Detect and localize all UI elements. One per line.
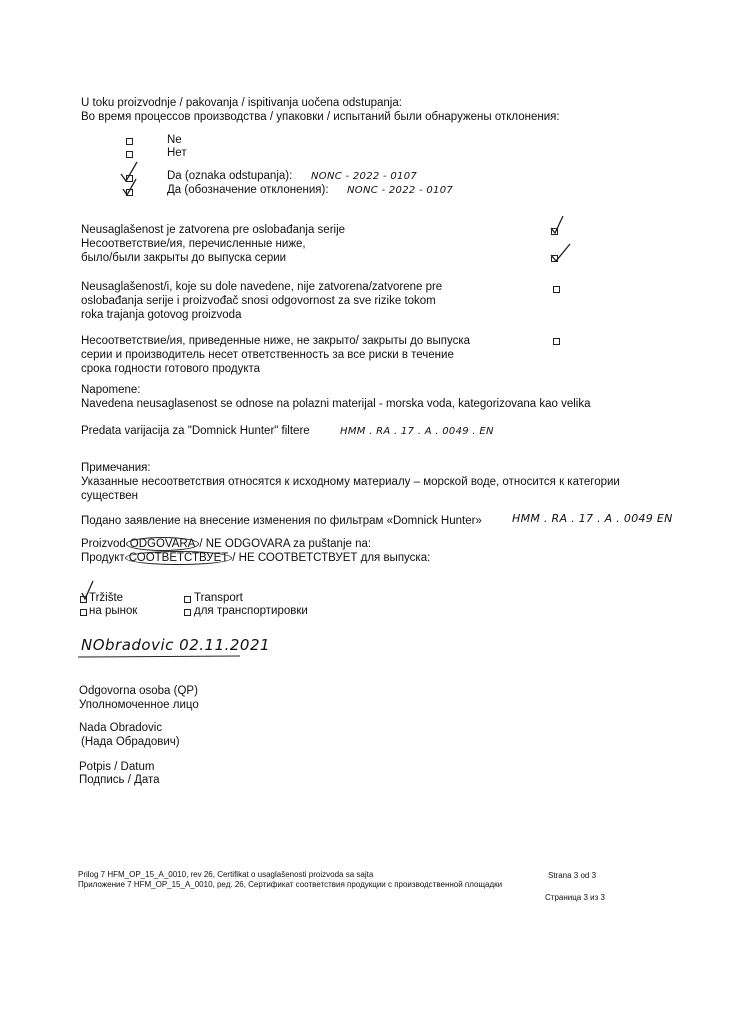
qp-title-ru: Уполномоченное лицо	[79, 699, 199, 711]
handwritten-signature: NObradovic 02.11.2021	[81, 636, 271, 654]
footer-line-sr: Prilog 7 HFM_OP_15_A_0010, rev 26, Certifikat o usaglašenosti proizvoda sa sajta	[78, 870, 374, 879]
closed-text-sr: Neusaglašenost je zatvorena pre oslobađanja serije	[81, 224, 346, 236]
closed-text-ru-2: было/были закрыты до выпуска серии	[81, 252, 287, 264]
notes-text-ru-2: существен	[81, 490, 138, 502]
deviation-code-ru: NONC - 2022 - 0107	[347, 185, 454, 196]
deviations-heading-ru: Во время процессов производства / упаковки / испытаний были обнаружены отклонения:	[81, 111, 560, 123]
transport-label-ru: для транспортировки	[194, 605, 308, 617]
open-text-ru-2: серии и производитель несет ответственность за все риски в течение	[81, 349, 454, 361]
closed-checkmark-ru-icon	[548, 242, 572, 264]
sign-date-label-sr: Potpis / Datum	[79, 761, 155, 773]
transport-checkbox-sr[interactable]	[184, 596, 191, 603]
market-checkbox-ru[interactable]	[80, 609, 87, 616]
variation-text-ru: Подано заявление на внесение изменения по фильтрам «Domnick Hunter»	[81, 515, 482, 527]
notes-label-sr: Napomene:	[81, 384, 141, 396]
qp-name-ru: (Нада Обрадович)	[81, 736, 180, 748]
market-label-ru: на рынок	[89, 605, 138, 617]
notes-text-ru-1: Указанные несоответствия относятся к исходному материалу – морской воде, относится к категории	[81, 476, 620, 488]
deviation-code-sr: NONC - 2022 - 0107	[311, 171, 418, 182]
release-prefix-ru: Продукт	[81, 552, 125, 564]
qp-title-sr: Odgovorna osoba (QP)	[79, 685, 198, 697]
open-text-ru-3: срока годности готового продукта	[81, 363, 261, 375]
open-checkbox-sr[interactable]	[553, 286, 560, 293]
open-text-sr-2: oslobađanja serije i proizvođač snosi odgovornost za sve rizike tokom	[81, 295, 436, 307]
open-checkbox-ru[interactable]	[553, 338, 560, 345]
footer-page-sr: Strana 3 od 3	[548, 871, 597, 880]
variation-text-sr: Predata varijacija za "Domnick Hunter" filtere	[81, 425, 310, 437]
open-text-sr-3: roka trajanja gotovog proizvoda	[81, 309, 242, 321]
footer-line-ru: Приложение 7 HFM_OP_15_A_0010, ред. 26, Сертификат соответствия продукции с производственной площадки	[78, 880, 503, 889]
variation-code-sr: HMM . RA . 17 . A . 0049 . EN	[340, 426, 494, 437]
signature-underline	[78, 655, 243, 659]
release-line-ru	[81, 551, 430, 565]
closed-text-ru-1: Несоответствие/ия, перечисленные ниже,	[81, 238, 306, 250]
deviations-heading-sr: U toku proizvodnje / pakovanja / ispitivanja uočena odstupanja:	[81, 97, 402, 109]
qp-name-sr: Nada Obradovic	[79, 722, 163, 734]
release-rest-ru: / НЕ СООТВЕТСТВУЕТ для выпуска:	[232, 552, 431, 564]
no-checkbox-ru[interactable]	[126, 151, 133, 158]
no-checkbox-sr[interactable]	[126, 138, 133, 145]
yes-label-sr: Da (oznaka odstupanja):	[167, 170, 293, 182]
release-prefix-sr: Proizvod	[81, 538, 126, 550]
release-rest-sr: / NE ODGOVARA za puštanje na:	[199, 538, 372, 550]
transport-label-sr: Transport	[194, 592, 243, 604]
release-line-sr	[81, 537, 371, 551]
transport-checkbox-ru[interactable]	[184, 609, 191, 616]
closed-checkmark-sr-icon	[548, 216, 568, 236]
open-text-ru-1: Несоответствие/ия, приведенные ниже, не закрыто/ закрыты до выпуска	[81, 335, 471, 347]
open-text-sr-1: Neusaglašenost/i, koje su dole navedene, nije zatvorena/zatvorene pre	[81, 281, 443, 293]
yes-label-ru: Да (обозначение отклонения):	[167, 184, 329, 196]
release-conforms-ru[interactable]: СООТВЕТСТВУЕТ	[125, 551, 233, 565]
footer-page-ru: Страница 3 из 3	[545, 893, 605, 902]
market-label-sr: Tržište	[89, 592, 124, 604]
notes-text-sr: Navedena neusaglasenost se odnose na polazni materijal - morska voda, kategorizovana kao velika	[81, 398, 591, 410]
notes-label-ru: Примечания:	[81, 462, 151, 474]
sign-date-label-ru: Подпись / Дата	[79, 774, 160, 786]
yes-checkmark-ru-icon	[120, 178, 140, 198]
release-conforms-sr[interactable]: ODGOVARA	[126, 537, 200, 551]
variation-code-ru: HMM . RA . 17 . A . 0049 EN	[512, 512, 673, 525]
no-label-ru: Нет	[167, 147, 187, 159]
no-label-sr: Ne	[167, 134, 182, 146]
